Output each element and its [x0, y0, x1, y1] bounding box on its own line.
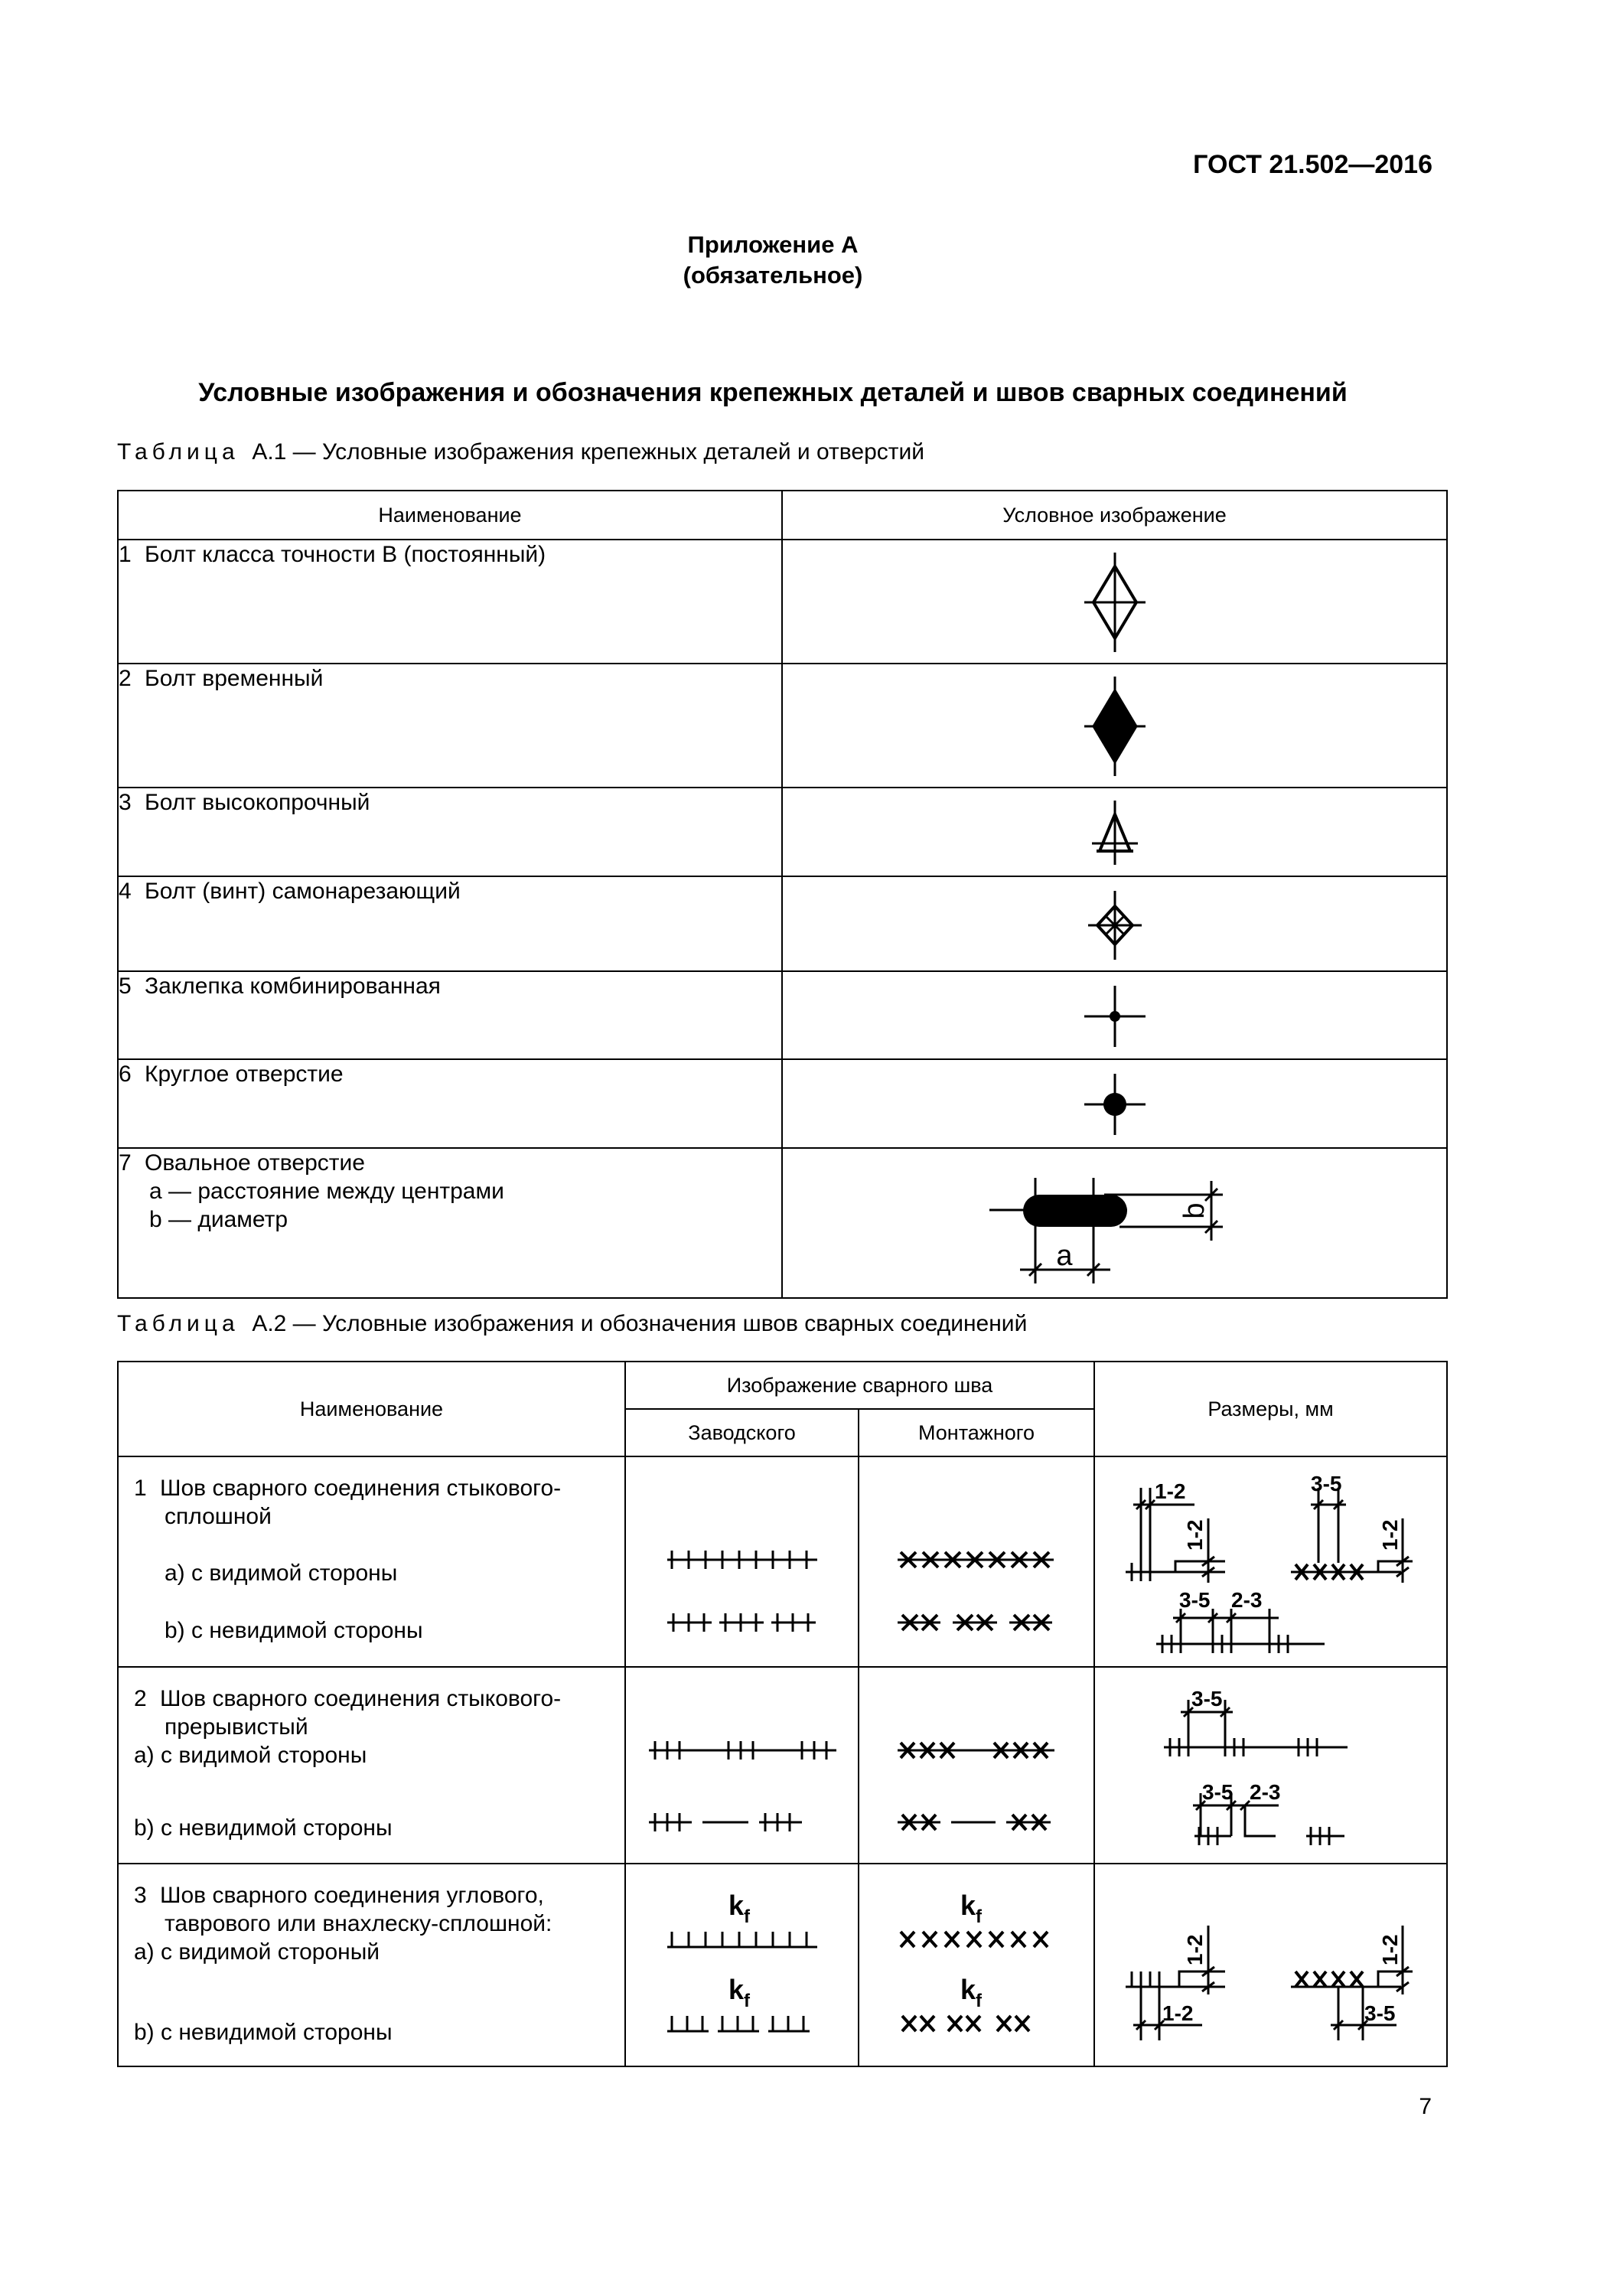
row-case-a: a) с видимой стороны [165, 1561, 398, 1586]
row-name: Заклепка комбинированная [145, 974, 441, 999]
kf-label: $k_f$ [728, 1890, 751, 1927]
table-row: 4 Болт (винт) самонарезающий [118, 876, 1447, 971]
row-line1: Шов сварного соединения стыкового- [160, 1686, 562, 1711]
row-name: Болт класса точности В (постоянный) [145, 542, 546, 567]
oval-label-a: a [1056, 1240, 1073, 1272]
table-row: 3 Болт высокопрочный [118, 788, 1447, 876]
rivet-combined-symbol [1084, 986, 1146, 1047]
weld-site-intermittent-hidden [898, 1807, 1058, 1838]
col-header-name: Наименование [118, 491, 782, 540]
dim-label: 1-2 [1183, 1519, 1207, 1551]
col-header-factory: Заводского [625, 1409, 859, 1456]
round-hole-symbol [1084, 1074, 1146, 1135]
table-row: 2 Болт временный [118, 664, 1447, 788]
table-a2-caption [117, 1311, 1027, 1337]
row-name: Круглое отверстие [145, 1062, 344, 1087]
weld-factory-intermittent-visible [649, 1735, 840, 1766]
dim-label: 1-2 [1162, 2001, 1194, 2025]
kf-label: $k_f$ [960, 1890, 983, 1927]
bolt-self-tapping-symbol [1088, 891, 1142, 960]
appendix-heading [0, 230, 1546, 291]
col-header-site: Монтажного [859, 1409, 1094, 1456]
standard-code: ГОСТ 21.502—2016 [1193, 150, 1432, 179]
dim-label: 3-5 [1202, 1780, 1234, 1804]
dim-label: 3-5 [1191, 1687, 1223, 1711]
dim-label: 2-3 [1250, 1780, 1281, 1804]
caption-text: А.1 — Условные изображения крепежных деталей и отверстий [252, 439, 925, 465]
row-name: Овальное отверстие [145, 1150, 365, 1176]
row-case-b: b) с невидимой стороны [165, 1618, 423, 1643]
bolt-permanent-symbol [1084, 553, 1146, 652]
row-line1: Шов сварного соединения стыкового- [160, 1476, 562, 1501]
dim-label: 3-5 [1179, 1588, 1211, 1612]
weld-factory-intermittent-hidden [649, 1807, 840, 1838]
row-case-b: b) с невидимой стороны [134, 1815, 393, 1841]
weld-factory-fillet-visible [667, 1887, 820, 1956]
weld-dims-row1 [1118, 1465, 1439, 1664]
weld-site-intermittent-visible [898, 1735, 1058, 1766]
weld-dims-row3 [1118, 1910, 1439, 2063]
row-case-a: a) с видимой стороный [134, 1939, 380, 1965]
dim-label: 3-5 [1311, 1472, 1342, 1495]
main-title: Условные изображения и обозначения крепежных деталей и швов сварных соединений [198, 378, 1348, 407]
row-name: Болт высокопрочный [145, 790, 370, 815]
dim-label: 3-5 [1364, 2001, 1396, 2025]
table-a2 [117, 1361, 1448, 2067]
page-number: 7 [1419, 2094, 1432, 2119]
row-case-b: b) с невидимой стороны [134, 2020, 393, 2045]
row-line2: сплошной [165, 1504, 272, 1529]
table-a1-caption [117, 439, 924, 465]
row-name: Болт (винт) самонарезающий [145, 879, 461, 904]
kf-label: $k_f$ [960, 1974, 983, 2011]
row-line1: Шов сварного соединения углового, [160, 1883, 544, 1908]
bolt-temporary-symbol [1084, 677, 1146, 776]
bolt-high-strength-symbol [1092, 801, 1138, 865]
weld-dims-row2 [1164, 1677, 1416, 1861]
caption-text: А.2 — Условные изображения и обозначения швов сварных соединений [252, 1311, 1028, 1336]
dim-label: 1-2 [1378, 1934, 1403, 1965]
table-row: 2 Шов сварного соединения стыкового- прерывистый a) с видимой стороны b) с невидимой стороны 3-5 3-5 2-3 [118, 1667, 1447, 1864]
table-a1 [117, 490, 1448, 1299]
oval-note-b: b — диаметр [149, 1207, 288, 1232]
row-line2: прерывистый [165, 1714, 308, 1740]
table-row: 6 Круглое отверстие [118, 1059, 1447, 1148]
oval-hole-symbol [989, 1155, 1242, 1293]
row-case-a: a) с видимой стороны [134, 1743, 367, 1768]
table-row: 7 Овальное отверстие a — расстояние между центрами b — диаметр a b [118, 1148, 1447, 1298]
caption-word: Таблица [117, 1311, 240, 1336]
table-row: 1 Болт класса точности В (постоянный) [118, 540, 1447, 664]
weld-site-fillet-visible [898, 1887, 1058, 1956]
weld-site-continuous-hidden [898, 1607, 1058, 1638]
appendix-status: (обязательное) [683, 262, 863, 289]
weld-factory-continuous-hidden [667, 1607, 820, 1638]
col-header-image: Изображение сварного шва [625, 1362, 1094, 1409]
weld-factory-continuous-visible [667, 1544, 820, 1575]
dim-label: 2-3 [1231, 1588, 1263, 1612]
kf-label: $k_f$ [728, 1974, 751, 2011]
col-header-symbol: Условное изображение [782, 491, 1447, 540]
weld-site-continuous-visible [898, 1544, 1058, 1575]
dim-label: 1-2 [1378, 1519, 1403, 1551]
table-row: 3 Шов сварного соединения углового, таврового или внахлеску-сплошной: a) с видимой стороный b) с невидимой стороны $k_f$ $k_f$ $k_f$ $k_f$ 1-2 1-2 1-2 3-5 [118, 1864, 1447, 2066]
dim-label: 1-2 [1183, 1934, 1207, 1965]
appendix-title: Приложение А [687, 231, 859, 258]
oval-note-a: a — расстояние между центрами [149, 1179, 504, 1204]
row-name: Болт временный [145, 666, 324, 691]
caption-word: Таблица [117, 439, 240, 465]
row-line2: таврового или внахлеску-сплошной: [165, 1911, 552, 1936]
col-header-sizes: Размеры, мм [1094, 1362, 1447, 1456]
dim-label: 1-2 [1155, 1479, 1186, 1503]
weld-site-fillet-hidden [898, 1971, 1058, 2040]
oval-label-b: b [1178, 1202, 1211, 1219]
table-row: 1 Шов сварного соединения стыкового- сплошной a) с видимой стороны b) с невидимой стороны 1-2 1-2 3-5 1-2 3-5 2-3 [118, 1456, 1447, 1667]
table-row: 5 Заклепка комбинированная [118, 971, 1447, 1059]
weld-factory-fillet-hidden [667, 1971, 820, 2040]
col-header-name: Наименование [118, 1362, 625, 1456]
